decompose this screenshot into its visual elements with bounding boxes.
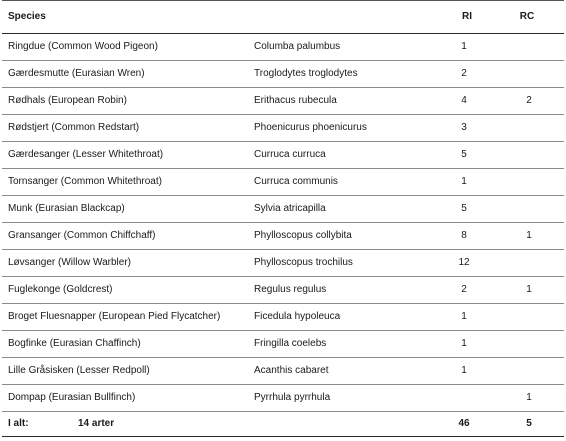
species-name: Fuglekonge (Goldcrest) <box>8 284 113 295</box>
ri-value: 1 <box>461 338 467 349</box>
table-row <box>2 304 564 331</box>
latin-name: Troglodytes troglodytes <box>254 68 358 79</box>
latin-name: Erithacus rubecula <box>254 95 337 106</box>
species-table <box>2 0 564 437</box>
table-row <box>2 142 564 169</box>
total-ri: 46 <box>458 418 470 429</box>
rc-value <box>519 196 539 222</box>
rc-value <box>519 61 539 87</box>
latin-name: Phylloscopus trochilus <box>254 257 353 268</box>
table-row <box>2 34 564 61</box>
rc-value <box>519 115 539 141</box>
species-name: Rødstjert (Common Redstart) <box>8 122 140 133</box>
rc-value <box>519 169 539 195</box>
latin-name: Regulus regulus <box>254 284 327 295</box>
table-header-row <box>2 0 564 34</box>
species-name: Broget Fluesnapper (European Pied Flycatcher) <box>8 311 221 322</box>
latin-name: Curruca communis <box>254 176 338 187</box>
rc-value: 1 <box>526 284 532 295</box>
ri-value: 5 <box>461 203 467 214</box>
species-name: Munk (Eurasian Blackcap) <box>8 203 125 214</box>
latin-name: Acanthis cabaret <box>254 365 329 376</box>
rc-value: 2 <box>526 95 532 106</box>
rc-value <box>519 250 539 276</box>
species-name: Dompap (Eurasian Bullfinch) <box>8 392 136 403</box>
species-name: Ringdue (Common Wood Pigeon) <box>8 41 158 52</box>
ri-value <box>454 385 474 411</box>
rc-value <box>519 142 539 168</box>
ri-value: 2 <box>461 284 467 295</box>
species-name: Gransanger (Common Chiffchaff) <box>8 230 156 241</box>
latin-name: Pyrrhula pyrrhula <box>254 392 331 403</box>
species-name: Løvsanger (Willow Warbler) <box>8 257 131 268</box>
ri-value: 5 <box>461 149 467 160</box>
rc-value <box>519 358 539 384</box>
table-row <box>2 88 564 115</box>
rc-value <box>519 34 539 60</box>
table-row <box>2 196 564 223</box>
species-name: Lille Gråsisken (Lesser Redpoll) <box>8 365 150 376</box>
latin-name: Fringilla coelebs <box>254 338 327 349</box>
total-species-count: 14 arter <box>78 418 115 429</box>
rc-value <box>519 331 539 357</box>
ri-value: 3 <box>461 122 467 133</box>
ri-value: 8 <box>461 230 467 241</box>
species-name: Gærdesanger (Lesser Whitethroat) <box>8 149 164 160</box>
table-row <box>2 331 564 358</box>
latin-name: Phylloscopus collybita <box>254 230 352 241</box>
ri-value: 12 <box>458 257 470 268</box>
header-rc: RC <box>519 11 535 22</box>
table-row <box>2 115 564 142</box>
header-species: Species <box>8 11 46 22</box>
latin-name: Columba palumbus <box>254 41 341 52</box>
latin-name: Curruca curruca <box>254 149 326 160</box>
rc-value: 1 <box>526 392 532 403</box>
table-row <box>2 277 564 304</box>
total-label: I alt: <box>8 418 29 429</box>
table-row <box>2 250 564 277</box>
header-ri: RI <box>462 11 472 22</box>
table-row <box>2 61 564 88</box>
table-row <box>2 223 564 250</box>
species-name: Bogfinke (Eurasian Chaffinch) <box>8 338 141 349</box>
species-name: Rødhals (European Robin) <box>8 95 127 106</box>
table-body <box>2 34 564 412</box>
ri-value: 1 <box>461 365 467 376</box>
latin-name: Ficedula hypoleuca <box>254 311 341 322</box>
rc-value <box>519 304 539 330</box>
ri-value: 1 <box>461 176 467 187</box>
ri-value: 4 <box>461 95 467 106</box>
ri-value: 2 <box>461 68 467 79</box>
table-row <box>2 385 564 412</box>
table-total-row <box>2 412 564 437</box>
species-name: Gærdesmutte (Eurasian Wren) <box>8 68 145 79</box>
ri-value: 1 <box>461 41 467 52</box>
latin-name: Phoenicurus phoenicurus <box>254 122 367 133</box>
latin-name: Sylvia atricapilla <box>254 203 326 214</box>
rc-value: 1 <box>526 230 532 241</box>
species-name: Tornsanger (Common Whitethroat) <box>8 176 162 187</box>
total-rc: 5 <box>526 418 532 429</box>
table-row <box>2 358 564 385</box>
table-row <box>2 169 564 196</box>
ri-value: 1 <box>461 311 467 322</box>
